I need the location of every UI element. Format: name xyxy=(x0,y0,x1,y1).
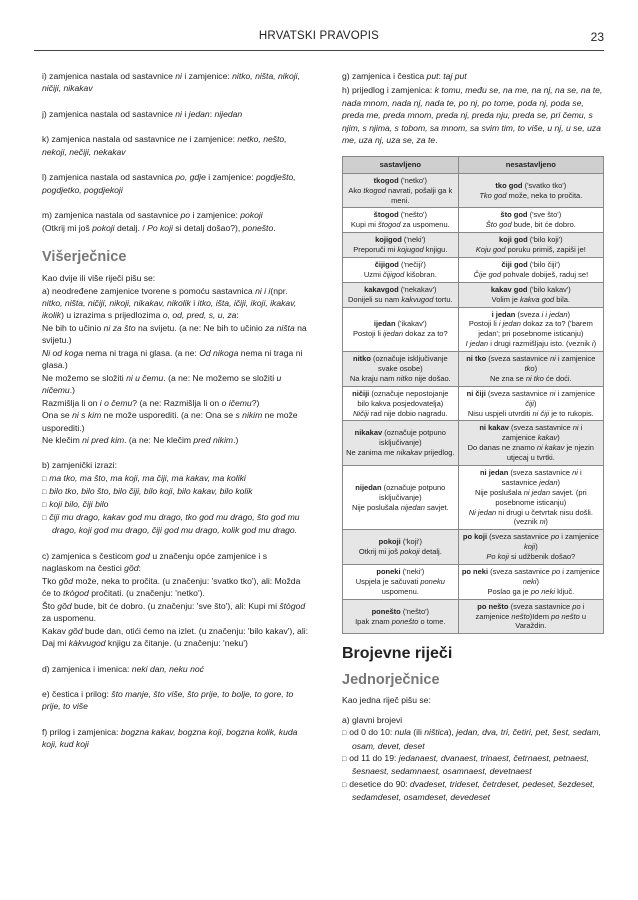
cell-nesastavljeno: po koji (sveza sastavnice po i zamjenice koji) Po koji si udžbenik došao? xyxy=(458,530,603,565)
cell-sastavljeno: tkogod ('netko') Ako tkogod navrati, pošalji ga k meni. xyxy=(343,173,459,208)
left-column xyxy=(42,70,310,764)
viserjecnice-examples xyxy=(42,322,310,447)
jednorjecnice-a: a) glavni brojevi xyxy=(342,715,403,726)
bullet-item: □ desetice do 90: dvadeset, trideset, četrdeset, pedeset, šezdeset, sedamdeset, osamdeset, devedeset xyxy=(342,778,604,804)
column-header-sastavljeno: sastavljeno xyxy=(343,156,459,173)
bullet-item: □ ma tko, ma što, ma koji, ma čiji, ma kakav, ma koliki xyxy=(42,472,310,485)
page-number: 23 xyxy=(590,30,604,44)
paragraph-g: g) zamjenica i čestica put: taj put xyxy=(342,71,467,81)
paragraph-k: k) zamjenica nastala od sastavnice ne i zamjenice: netko, nešto, nekoji, nečiji, nekakav xyxy=(42,134,287,157)
viserjecnice-f: f) prilog i zamjenica: bogzna kakav, bogzna koji, bogzna kolik, kuda koji, kud koji xyxy=(42,726,298,750)
right-column xyxy=(342,70,604,803)
viserjecnice-a: a) neodređene zamjenice tvorene s pomoću sastavnica ni i i(npr. nitko, ništa, ničiji, nikoji, nikakav, nikolik i itko, išta, ičiji, ikoji, ikakav, ikolik) u izrazima s prijedlozima o, od, pred, s, u, za: xyxy=(42,285,297,321)
section-title-brojevne: Brojevne riječi xyxy=(342,645,453,663)
cell-nesastavljeno: ni čiji (sveza sastavnice ni i zamjenice čiji) Nisu uspjeli utvrditi ni čiji je to rukopis. xyxy=(458,386,603,421)
table-row xyxy=(343,565,604,600)
bullet-item: □ od 0 do 10: nula (ili ništica), jedan, dva, tri, četiri, pet, šest, sedam, osam, devet, deset xyxy=(342,726,604,752)
example-line: Ni od koga nema ni traga ni glasa. (a ne: Od nikoga nema ni traga ni glasa.) xyxy=(42,347,303,371)
bullet-item: □ od 11 do 19: jedanaest, dvanaest, trinaest, četrnaest, petnaest, šesnaest, sedamnaest, osamnaest, devetnaest xyxy=(342,752,604,778)
page-header xyxy=(34,28,604,51)
table-row xyxy=(343,599,604,634)
cell-nesastavljeno: ni tko (sveza sastavnice ni i zamjenice tko) Ne zna se ni tko će doći. xyxy=(458,352,603,387)
cell-nesastavljeno: što god ('sve što') Što god bude, bit će dobro. xyxy=(458,208,603,233)
paragraph-l: l) zamjenica nastala od sastavnica po, gdje i zamjenice: pogdješto, pogdjetko, pogdjekoji xyxy=(42,172,296,195)
viserjecnice-c: c) zamjenica s česticom god u značenju opće zamjenice i s naglaskom na čestici gȍd: xyxy=(42,550,267,574)
cell-sastavljeno: kakavgod ('nekakav') Donijeli su nam kakvugod tortu. xyxy=(343,282,459,307)
cell-sastavljeno: kojigod ('neki') Preporuči mi kojugod knjigu. xyxy=(343,233,459,258)
cell-sastavljeno: ponešto ('nešto') Ipak znam ponešto o tome. xyxy=(343,599,459,634)
bullet-item: □ bilo tko, bilo što, bilo čiji, bilo koji, bilo kakav, bilo kolik xyxy=(42,485,310,498)
cell-sastavljeno: poneki ('neki') Uspjela je sačuvati poneku uspomenu. xyxy=(343,565,459,600)
comparison-table xyxy=(342,156,604,635)
cell-sastavljeno: ničiji (označuje nepostojanje bilo kakva posjedovatelja) Ničiji rad nije dobio nagradu. xyxy=(343,386,459,421)
example-line: Ne klečim ni pred kim. (a ne: Ne klečim pred nikim.) xyxy=(42,434,239,445)
example-line: Tko gȍd može, neka to pročita. (u značenju: 'svatko tko'), ali: Možda će to tkògod pročitati. (u značenju: 'netko'). xyxy=(42,575,301,599)
viserjecnice-e: e) čestica i prilog: što manje, što više, što prije, to bolje, to gore, to prije, to više xyxy=(42,688,294,712)
cell-nesastavljeno: po neki (sveza sastavnice po i zamjenice neki) Poslao ga je po neki ključ. xyxy=(458,565,603,600)
viserjecnice-intro: Kao dvije ili više riječi pišu se: xyxy=(42,273,156,284)
paragraph-h: h) prijedlog i zamjenica: k tomu, među se, na me, na nj, na se, na te, nada mnom, nada nj, nada te, po nj, po tome, poda nj, poda se, preda me, preda mnom, preda nj, preda nju, preda se, pri čemu, s njim, s njima, s tobom, sa mnom, sa svim tim, to više, u nj, u se, uza me, uza nj, uza se, za te. xyxy=(342,85,603,146)
example-line: Kakav gȍd bude dan, otići ćemo na izlet. (u značenju: 'bilo kakav'), ali: Daj mi kàkvugod knjigu za čitanje. (u značenju: 'neku') xyxy=(42,625,309,649)
example-line: Razmišlja li on i o čemu? (a ne: Razmišlja li on o ičemu?) xyxy=(42,397,260,408)
running-title: HRVATSKI PRAVOPIS xyxy=(258,30,380,42)
cell-nesastavljeno: tko god ('svatko tko') Tko god može, neka to pročita. xyxy=(458,173,603,208)
cell-nesastavljeno: koji god ('bilo koji') Koju god poruku primiš, zapiši je! xyxy=(458,233,603,258)
cell-sastavljeno: ijedan ('ikakav') Postoji li ijedan dokaz za to? xyxy=(343,307,459,352)
viserjecnice-c-examples xyxy=(42,575,310,650)
cell-nesastavljeno: kakav god ('bilo kakav') Volim je kakva god bila. xyxy=(458,282,603,307)
viserjecnice-d: d) zamjenica i imenica: neki dan, neku noć xyxy=(42,663,204,674)
table-row xyxy=(343,208,604,233)
cell-sastavljeno: nikakav (označuje potpuno isključivanje) Ne zanima me nikakav prijedlog. xyxy=(343,421,459,466)
section-title-viserjecnice: Višerječnice xyxy=(42,249,127,266)
bullet-item: □ čiji mu drago, kakav god mu drago, tko god mu drago, što god mu drago, koji god mu drago, čiji god mu drago, kolik god mu drago. xyxy=(42,511,310,537)
jednorjecnice-intro: Kao jedna riječ pišu se: xyxy=(342,694,431,705)
table-header-row xyxy=(343,156,604,173)
cell-sastavljeno: nijedan (označuje potpuno isključivanje) Nije poslušala nijedan savjet. xyxy=(343,466,459,530)
table-row xyxy=(343,466,604,530)
cell-sastavljeno: pokoji ('koji') Otkrij mi još pokoji detalj. xyxy=(343,530,459,565)
cell-nesastavljeno: i jedan (sveza i i jedan) Postoji li i jedan dokaz za to? ('barem jedan'; pri posebnome isticanju) I jedan i drugi razmišljaju isto. (veznik i) xyxy=(458,307,603,352)
cell-nesastavljeno: čiji god ('bilo čiji') Čije god pohvale dobiješ, raduj se! xyxy=(458,257,603,282)
example-line: Ona se ni s kim ne može usporediti. (a ne: Ona se s nikim ne može usporediti.) xyxy=(42,410,298,433)
table-row xyxy=(343,421,604,466)
table-row xyxy=(343,352,604,387)
paragraph-m: m) zamjenica nastala od sastavnice po i zamjenice: pokoji (Otkrij mi još pokoji detalj. / Po koji si detalj došao?), ponešto. xyxy=(42,210,276,233)
viserjecnice-b-title: b) zamjenički izrazi: xyxy=(42,460,117,471)
section-title-jednorjecnice: Jednorječnice xyxy=(342,671,440,688)
cell-sastavljeno: nitko (označuje isključivanje svake osobe) Na kraju nam nitko nije došao. xyxy=(343,352,459,387)
column-header-nesastavljeno: nesastavljeno xyxy=(458,156,603,173)
cell-nesastavljeno: ni kakav (sveza sastavnice ni i zamjenice kakav) Do danas ne znamo ni kakav je njezin utjecaj u tvrtki. xyxy=(458,421,603,466)
example-line: Ne bih to učinio ni za što na svijetu. (a ne: Ne bih to učinio za ništa na svijetu.) xyxy=(42,322,307,346)
cell-sastavljeno: čijigod ('nečiji') Uzmi čijigod kišobran. xyxy=(343,257,459,282)
paragraph-i: i) zamjenica nastala od sastavnice ni i zamjenice: nitko, ništa, nikoji, ničiji, nikakav xyxy=(42,71,300,94)
cell-nesastavljeno: ni jedan (sveza sastavnice ni i sastavnice jedan) Nije poslušala ni jedan savjet. (pri posebnome isticanju) Ni jedan ni drugi u četvrtak nisu došli. (veznik ni) xyxy=(458,466,603,530)
table-row xyxy=(343,257,604,282)
table-row xyxy=(343,173,604,208)
jednorjecnice-list xyxy=(342,726,604,803)
table-row xyxy=(343,307,604,352)
table-row xyxy=(343,233,604,258)
paragraph-j: j) zamjenica nastala od sastavnice ni i jedan: nijedan xyxy=(42,108,243,119)
example-line: Ne možemo se složiti ni u čemu. (a ne: Ne možemo se složiti u ničemu.) xyxy=(42,372,282,396)
table-row xyxy=(343,530,604,565)
example-line: Što gȍd bude, bit će dobro. (u značenju: 'sve što'), ali: Kupi mi štògod za uspomenu. xyxy=(42,600,306,624)
cell-nesastavljeno: po nešto (sveza sastavnice po i zamjenice nešto)Idem po nešto u Varaždin. xyxy=(458,599,603,634)
cell-sastavljeno: štogod ('nešto') Kupi mi štogod za uspomenu. xyxy=(343,208,459,233)
table-row xyxy=(343,282,604,307)
viserjecnice-b-list xyxy=(42,472,310,537)
table-row xyxy=(343,386,604,421)
bullet-item: □ koji bilo, čiji bilo xyxy=(42,498,310,511)
